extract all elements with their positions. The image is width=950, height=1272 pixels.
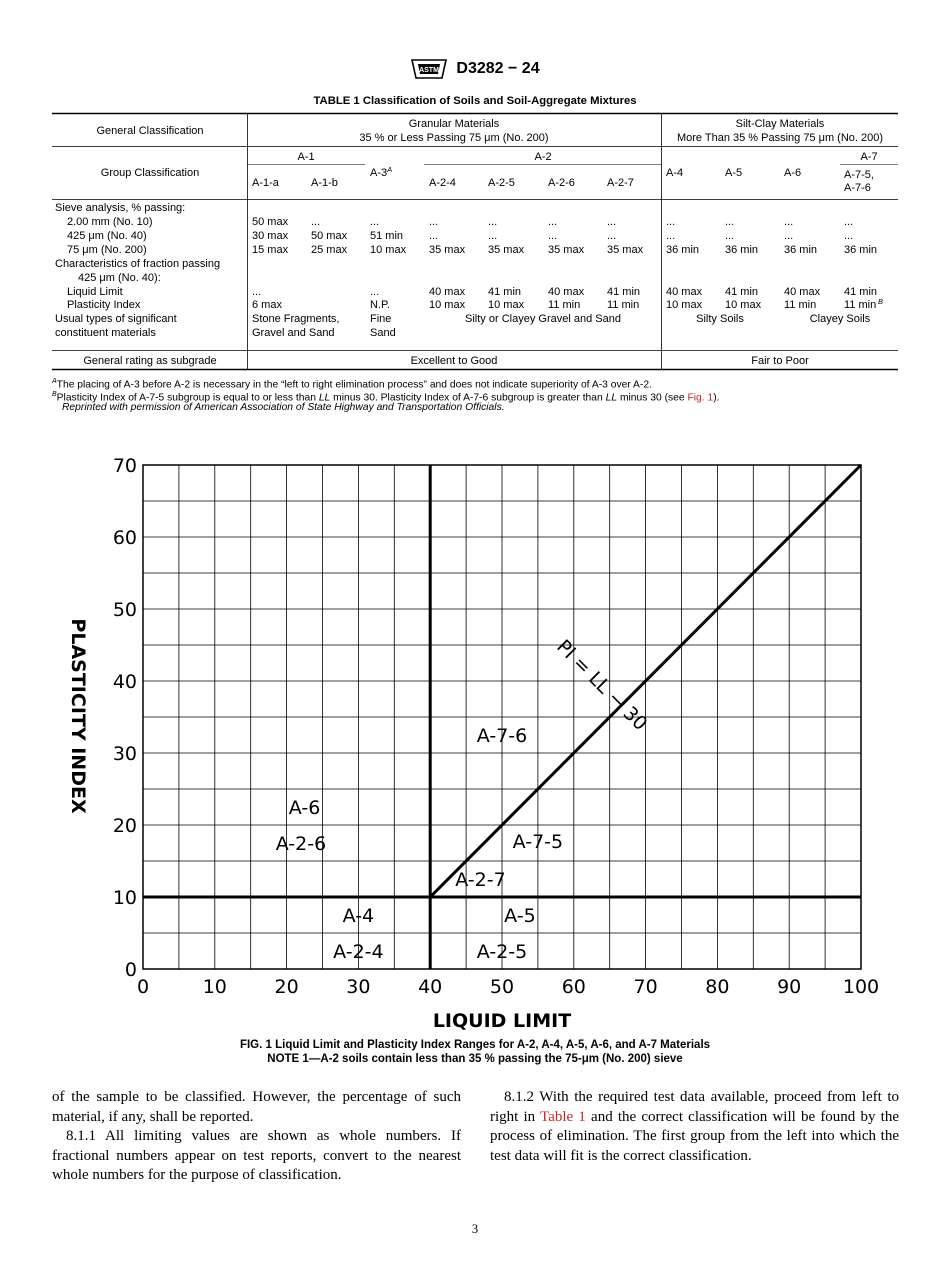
- rating-granular: Excellent to Good: [410, 355, 498, 367]
- paragraph-continuation: of the sample to be classified. However, the percentage of such material, if any, shall be reported.: [52, 1089, 461, 1125]
- table-title: TABLE 1 Classification of Soils and Soil-Aggregate Mixtures: [313, 95, 637, 107]
- footnote-b-part2: minus 30. Plasticity Index of A-7-6 subgroup is greater than: [330, 392, 606, 404]
- subgroup-a1b: A-1-b: [311, 177, 338, 189]
- table-cell: ...: [784, 230, 794, 242]
- table-cell: 35 max: [607, 244, 644, 256]
- material-a1-line2: Gravel and Sand: [252, 327, 335, 339]
- row-label-no200: 75 μm (No. 200): [67, 244, 147, 256]
- table-cell: 36 min: [844, 244, 878, 256]
- material-a1-line1: Stone Fragments,: [252, 313, 340, 325]
- y-tick-label: 10: [112, 887, 137, 909]
- subgroup-a25: A-2-5: [488, 177, 515, 189]
- region-label: A-7-6: [476, 725, 528, 747]
- material-a3-line2: Sand: [370, 327, 396, 339]
- table-cell: 36 min: [784, 244, 818, 256]
- footnote-b-ll2: LL: [605, 392, 618, 404]
- y-tick-label: 70: [112, 455, 137, 477]
- table-cell: 36 min: [666, 244, 700, 256]
- table-cell: 50 max: [311, 230, 348, 242]
- table-cell: 10 max: [725, 299, 762, 311]
- footnote-a-text: The placing of A-3 before A-2 is necessary in the “left to right elimination process” and does not indicate superiority of A-3 over A-2.: [56, 379, 652, 391]
- footnote-b-mark: B: [52, 391, 57, 398]
- table-cell: ...: [488, 230, 498, 242]
- table-cell: N.P.: [370, 299, 390, 311]
- left-column: [52, 1088, 461, 1186]
- x-axis-label: LIQUID LIMIT: [432, 1010, 572, 1032]
- table-cell: 41 min: [607, 286, 641, 298]
- table-cell: 36 min: [725, 244, 759, 256]
- group-a1: A-1: [297, 151, 315, 163]
- table-cell: 10 max: [666, 299, 703, 311]
- right-column: [490, 1088, 899, 1166]
- y-tick-label: 30: [112, 743, 137, 765]
- plasticity-chart: [0, 440, 950, 1040]
- y-axis-label: PLASTICITY INDEX: [67, 618, 89, 814]
- x-tick-label: 10: [202, 976, 227, 998]
- subgroup-a24: A-2-4: [429, 177, 456, 189]
- subgroup-a6: A-6: [784, 167, 802, 179]
- footnote-b-ll1: LL: [318, 392, 331, 404]
- table-cell: 41 min: [488, 286, 522, 298]
- reprint-notice: Reprinted with permission of American Association of State Highway and Transportation Officials.: [62, 402, 505, 413]
- granular-header-line1: Granular Materials: [408, 118, 500, 130]
- table-cell: ...: [844, 230, 854, 242]
- group-a7: A-7: [860, 151, 878, 163]
- table-cell: 40 max: [548, 286, 585, 298]
- subgroup-a5: A-5: [725, 167, 743, 179]
- table-cell: 6 max: [252, 299, 282, 311]
- figure-caption: FIG. 1 Liquid Limit and Plasticity Index Ranges for A-2, A-4, A-5, A-6, and A-7 Materials: [239, 1039, 711, 1051]
- footnote-b-part4: ).: [713, 392, 720, 404]
- table-cell: 35 max: [429, 244, 466, 256]
- region-label: A-2-6: [275, 833, 327, 855]
- region-label: A-7-5: [512, 830, 564, 853]
- region-label: A-6: [288, 797, 321, 819]
- x-tick-label: 40: [418, 976, 443, 998]
- table-cell: 10 max: [429, 299, 466, 311]
- table-cell: ...: [607, 216, 617, 228]
- material-a3-line1: Fine: [370, 313, 392, 325]
- table-cell: ...: [725, 216, 735, 228]
- row-label-plasticity-index: Plasticity Index: [67, 299, 141, 311]
- table-value-cells: [252, 216, 877, 311]
- table-cell: 41 min: [725, 286, 759, 298]
- table-cell: ...: [607, 230, 617, 242]
- region-label: A-4: [342, 905, 375, 927]
- table-cell: 50 max: [252, 216, 289, 228]
- table-cell: 40 max: [429, 286, 466, 298]
- row-label-fraction: 425 μm (No. 40):: [78, 272, 161, 284]
- paragraph-8-1-2-part2: and the correct classification will be found by the process of elimination. The first group from the left into which the test data will fit is the correct classification.: [490, 1108, 899, 1164]
- fig1-link[interactable]: Fig. 1: [687, 392, 714, 404]
- x-tick-label: 0: [136, 976, 150, 998]
- material-silty: Silty Soils: [696, 313, 744, 325]
- region-label: A-2-4: [333, 941, 384, 963]
- table-cell: 10 max: [488, 299, 525, 311]
- table-cell: 40 max: [666, 286, 703, 298]
- region-label: A-5: [504, 905, 536, 927]
- table-cell: 40 max: [784, 286, 821, 298]
- table-cell: ...: [370, 286, 380, 298]
- siltclay-header-line2: More Than 35 % Passing 75 μm (No. 200): [676, 132, 884, 144]
- subgroup-a1a: A-1-a: [252, 177, 279, 189]
- x-tick-label: 80: [705, 976, 730, 998]
- figure-note: NOTE 1—A-2 soils contain less than 35 % passing the 75-μm (No. 200) sieve: [267, 1053, 683, 1065]
- general-classification-label: General Classification: [96, 125, 204, 137]
- table-cell: 11 min: [784, 299, 817, 311]
- table-cell: ...: [666, 216, 676, 228]
- table-cell: 51 min: [370, 230, 404, 242]
- group-a3: $A-3^A$: [370, 165, 393, 179]
- row-label-characteristics: Characteristics of fraction passing: [55, 258, 221, 270]
- x-tick-label: 90: [777, 976, 802, 998]
- table-cell: ...: [844, 216, 854, 228]
- pi-footnote-b: B: [878, 297, 884, 306]
- y-tick-label: 40: [112, 671, 137, 693]
- rating-label: General rating as subgrade: [83, 355, 217, 367]
- group-a2: A-2: [534, 151, 552, 163]
- y-tick-label: 0: [124, 959, 137, 981]
- classification-table: [0, 0, 950, 420]
- paragraph-8-1-2-part1: 8.1.2 With the required test data available, proceed from left to right in: [490, 1089, 899, 1125]
- paragraph-8-1-1: 8.1.1 All limiting values are shown as whole numbers. If fractional numbers appear on test reports, convert to the nearest whole numbers for the purpose of classification.: [52, 1128, 461, 1183]
- table1-link[interactable]: Table 1: [540, 1108, 586, 1125]
- table-cell: 11 min: [548, 299, 581, 311]
- row-label-no10: 2.00 mm (No. 10): [67, 216, 153, 228]
- subgroup-a26: A-2-6: [548, 177, 575, 189]
- row-label-liquid-limit: Liquid Limit: [67, 286, 123, 298]
- table-cell: 41 min: [844, 286, 878, 298]
- subgroup-a7-line1: A-7-5,: [844, 169, 874, 181]
- designation: D3282 − 24: [456, 60, 540, 77]
- logo-text: ASTM: [419, 67, 440, 74]
- table-cell: 25 max: [311, 244, 348, 256]
- table-cell: ...: [429, 230, 439, 242]
- x-tick-label: 100: [842, 976, 880, 998]
- footnote-a-mark: A: [52, 378, 57, 385]
- table-cell: ...: [429, 216, 439, 228]
- footnote-b-part1: Plasticity Index of A-7-5 subgroup is equal to or less than: [56, 392, 319, 404]
- table-cell: 35 max: [488, 244, 525, 256]
- group-classification-label: Group Classification: [100, 167, 200, 179]
- subgroup-a27: A-2-7: [607, 177, 634, 189]
- y-tick-label: 60: [112, 527, 137, 549]
- row-label-usual-types: Usual types of significant: [55, 313, 177, 325]
- table-cell: ...: [370, 216, 380, 228]
- table-cell: 35 max: [548, 244, 585, 256]
- table-cell: ...: [666, 230, 676, 242]
- region-label: A-2-7: [455, 869, 506, 891]
- chart-region-labels: [276, 636, 652, 963]
- page-number: 3: [471, 1222, 479, 1236]
- row-label-no40: 425 μm (No. 40): [67, 230, 147, 242]
- rating-siltclay: Fair to Poor: [751, 355, 809, 367]
- siltclay-header-line1: Silt-Clay Materials: [735, 118, 825, 130]
- table-cell: ...: [548, 230, 558, 242]
- table-cell: ...: [784, 216, 794, 228]
- x-tick-label: 20: [274, 976, 299, 998]
- granular-header-line2: 35 % or Less Passing 75 μm (No. 200): [359, 132, 549, 144]
- table-cell: 11 min: [607, 299, 640, 311]
- x-tick-label: 70: [633, 976, 658, 998]
- row-label-sieve: Sieve analysis, % passing:: [55, 202, 186, 214]
- paragraph-8-1-2: [490, 1088, 899, 1166]
- region-label: A-2-5: [476, 941, 528, 963]
- region-label: PI = LL − 30: [552, 635, 652, 736]
- table-cell: 15 max: [252, 244, 289, 256]
- table-cell: ...: [252, 286, 262, 298]
- table-cell: ...: [548, 216, 558, 228]
- material-a2: Silty or Clayey Gravel and Sand: [465, 313, 621, 325]
- y-axis-ticks: [113, 455, 137, 981]
- row-label-constituent: constituent materials: [55, 327, 156, 339]
- x-tick-label: 30: [346, 976, 371, 998]
- y-tick-label: 20: [112, 815, 137, 837]
- subgroup-a7-line2: A-7-6: [844, 182, 871, 194]
- chart-grid: [143, 465, 861, 969]
- footnote-b-part3: minus 30 (see: [617, 392, 688, 404]
- x-tick-label: 60: [561, 976, 586, 998]
- table-cell: ...: [311, 216, 321, 228]
- subgroup-a4: A-4: [666, 167, 684, 179]
- table-cell: ...: [725, 230, 735, 242]
- table-cell: ...: [488, 216, 498, 228]
- table-rules: [52, 113, 898, 370]
- material-clayey: Clayey Soils: [809, 313, 871, 325]
- x-axis-ticks: [137, 976, 879, 998]
- x-tick-label: 50: [489, 976, 515, 998]
- table-cell: 10 max: [370, 244, 407, 256]
- table-cell: 30 max: [252, 230, 289, 242]
- y-tick-label: 50: [112, 599, 137, 621]
- table-cell: 11 min: [844, 299, 877, 311]
